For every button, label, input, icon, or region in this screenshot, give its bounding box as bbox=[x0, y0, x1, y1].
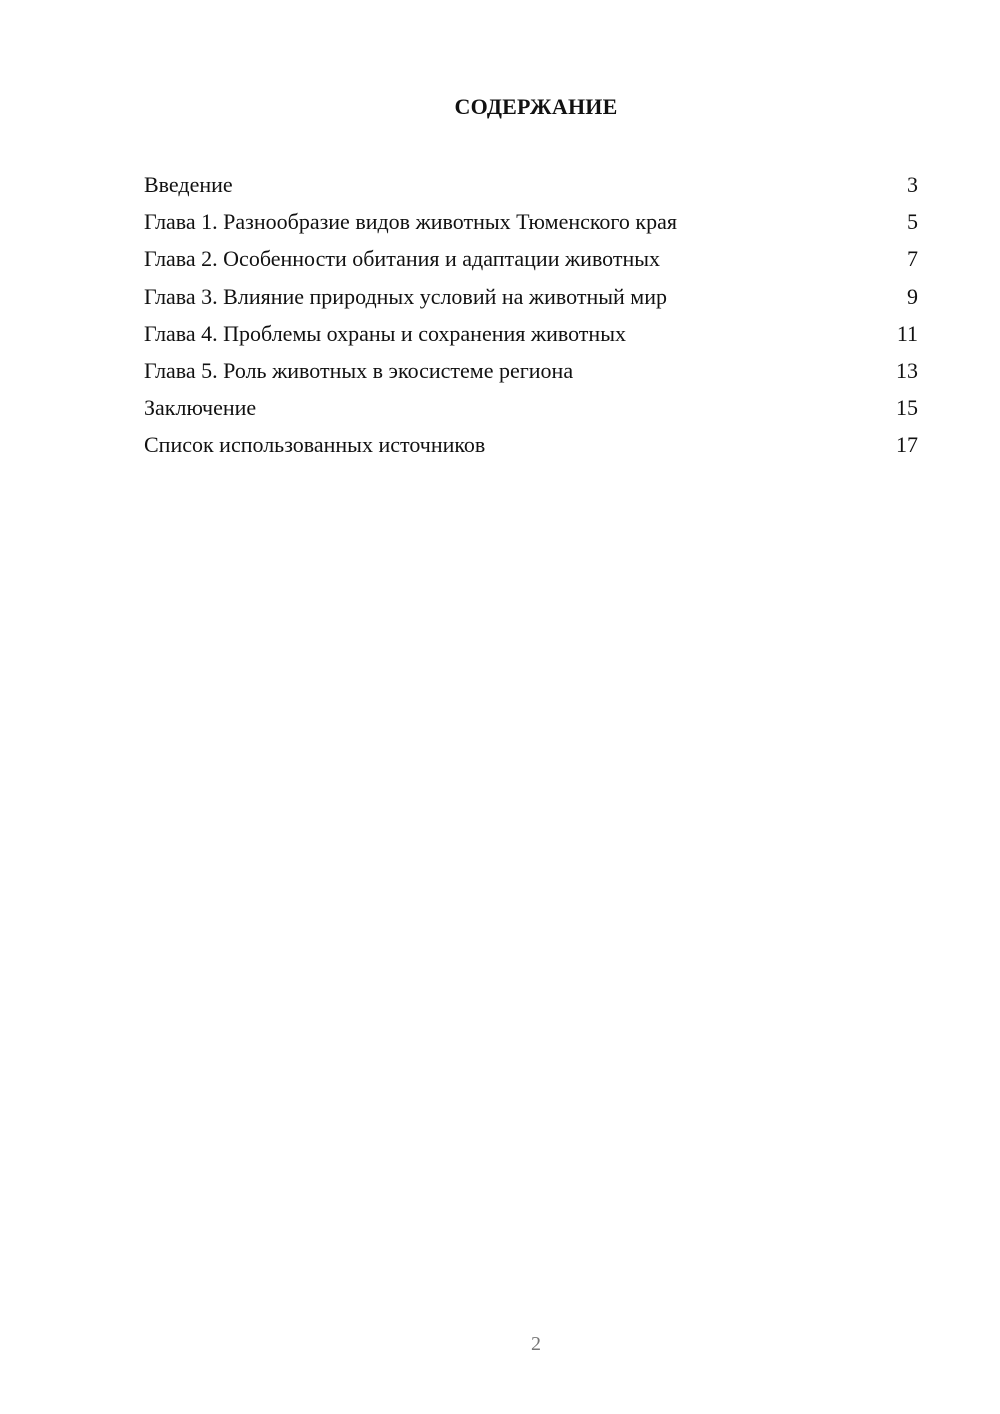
toc-entry-label: Глава 5. Роль животных в экосистеме региона bbox=[144, 357, 574, 383]
toc-entry-label: Глава 2. Особенности обитания и адаптации животных bbox=[144, 246, 661, 272]
toc-entry-label: Глава 4. Проблемы охраны и сохранения животных bbox=[144, 320, 626, 346]
toc-entry-chapter-3 bbox=[144, 281, 918, 318]
toc-entry-chapter-1 bbox=[144, 206, 918, 243]
toc-entry-label: Введение bbox=[144, 172, 233, 197]
toc-entry-page: 7 bbox=[907, 246, 918, 272]
toc-entry-page: 15 bbox=[896, 395, 918, 421]
toc-entry-page: 3 bbox=[907, 172, 918, 197]
toc-entry-chapter-5 bbox=[144, 355, 918, 392]
toc-entry-label: Глава 1. Разнообразие видов животных Тюменского края bbox=[144, 209, 677, 235]
toc-entry-page: 9 bbox=[907, 283, 918, 309]
toc-entry-chapter-4 bbox=[144, 318, 918, 355]
toc-entry-page: 13 bbox=[896, 357, 918, 383]
toc-entry-references bbox=[144, 429, 918, 466]
toc-entry-page: 11 bbox=[896, 320, 918, 346]
toc-entry-page: 5 bbox=[907, 209, 918, 235]
page-title: СОДЕРЖАНИЕ bbox=[454, 94, 618, 119]
toc-entry-label: Список использованных источников bbox=[144, 432, 486, 458]
table-of-contents bbox=[144, 169, 918, 467]
toc-entry-label: Глава 3. Влияние природных условий на животный мир bbox=[144, 283, 667, 309]
toc-entry-conclusion bbox=[144, 392, 918, 429]
toc-entry-label: Заключение bbox=[144, 395, 257, 421]
toc-entry-chapter-2 bbox=[144, 243, 918, 280]
toc-entry-page: 17 bbox=[896, 432, 918, 458]
toc-entry-introduction bbox=[144, 169, 918, 206]
page-number: 2 bbox=[531, 1333, 541, 1355]
